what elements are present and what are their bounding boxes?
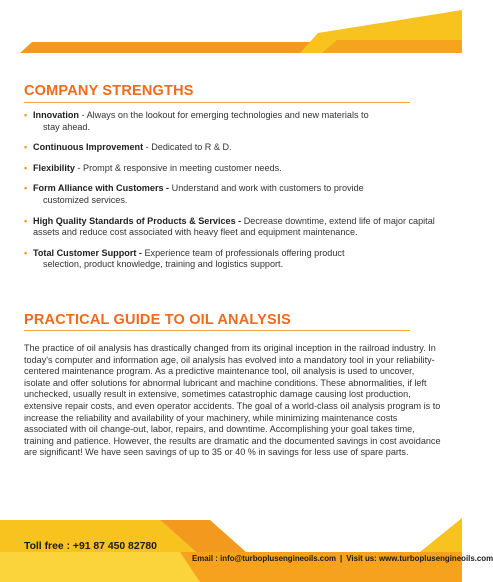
guide-title-rule [24, 330, 410, 331]
list-item [24, 110, 438, 133]
list-item [24, 216, 438, 239]
strength-text-wrap: selection, product knowledge, training and logistics support. [43, 259, 284, 270]
strength-term: High Quality Standards of Products & Services - [33, 215, 242, 226]
bullet-icon: • [24, 162, 28, 173]
bullet-icon: • [24, 215, 28, 226]
strength-term: Flexibility [33, 162, 75, 173]
strength-text: - Dedicated to R & D. [143, 142, 232, 153]
toll-free-number: Toll free : +91 87 450 82780 [24, 541, 157, 552]
strength-text: Experience team of professionals offering product [141, 247, 345, 258]
strength-term: Form Alliance with Customers - [33, 183, 170, 194]
bullet-icon: • [24, 247, 28, 258]
strengths-title-rule [24, 102, 410, 103]
strength-text: - Prompt & responsive in meeting customer needs. [74, 162, 282, 173]
bullet-icon: • [24, 183, 28, 194]
strength-text: Understand and work with customers to provide [169, 183, 364, 194]
strength-text: Decrease downtime, extend life of major capital assets and reduce cost associated with heavy fleet and equipment maintenance. [33, 215, 435, 238]
list-item [24, 183, 438, 206]
strengths-title: COMPANY STRENGTHS [24, 83, 194, 99]
guide-title: PRACTICAL GUIDE TO OIL ANALYSIS [24, 312, 291, 328]
strengths-list [24, 110, 438, 280]
strength-term: Innovation [33, 110, 79, 120]
strength-term: Total Customer Support - [33, 247, 142, 258]
list-item [24, 163, 438, 175]
bullet-icon: • [24, 142, 28, 153]
website-link[interactable]: Visit us: www.turboplusengineoils.com [346, 554, 493, 563]
email-link[interactable]: Email : info@turboplusengineoils.com [192, 554, 337, 563]
guide-paragraph: The practice of oil analysis has drastically changed from its original inception in the railroad industry. In today's computer and information age, oil analysis has evolved into a mandatory tool in your reliability-centered maintenance program. As a predictive maintenance tool, oil analysis is used to uncover, isolate and offer solutions for abnormal lubricant and machine conditions. These abnormalities, if left unchecked, usually result in extensive, sometimes catastrophic damage causing lost production, extensive repair costs, and even operator accidents. The goal of a world-class oil analysis program is to increase the reliability and availability of your machinery, while minimizing maintenance costs associated with oil change-out, labor, repairs, and downtime. Accomplishing your goal takes time, training and patience. However, the results are dramatic and the documented savings in cost avoidance are significant! We have seen savings of up to 35 or 40 % in savings for less use of spare parts. [24, 343, 441, 458]
strength-term: Continuous Improvement [33, 142, 144, 153]
bullet-icon: • [24, 110, 28, 120]
list-item [24, 248, 438, 271]
bottom-decorative-band [0, 496, 462, 582]
strength-text-wrap: stay ahead. [43, 121, 91, 132]
strength-text: - Always on the lookout for emerging technologies and new materials to [78, 110, 369, 120]
list-item [24, 142, 438, 154]
contact-separator: | [340, 554, 343, 563]
strength-text-wrap: customized services. [43, 194, 128, 205]
top-decorative-band [0, 0, 462, 62]
contact-line [192, 554, 493, 563]
